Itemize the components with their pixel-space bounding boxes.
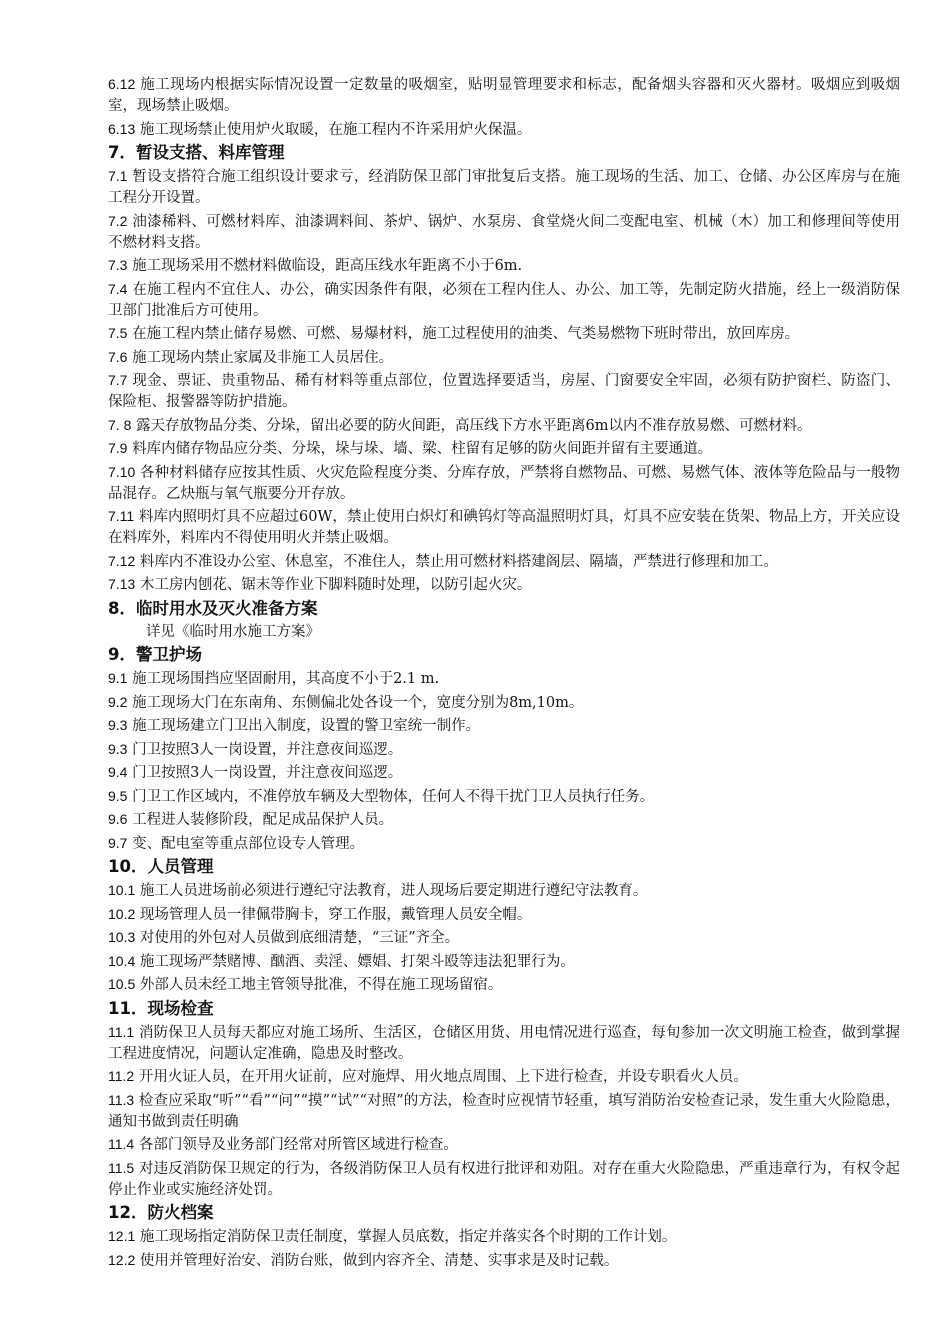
clause-paragraph xyxy=(108,119,900,141)
clause-number: 9.2 xyxy=(108,693,128,710)
clause-text: 料库内储存物品应分类、分垛，垛与垛、墙、梁、柱留有足够的防火间距并留有主要通道。 xyxy=(127,441,713,457)
clause-paragraph xyxy=(108,506,900,549)
clause-paragraph xyxy=(108,715,900,737)
clause-paragraph xyxy=(108,415,900,437)
clause-text: 施工现场指定消防保卫责任制度，掌握人员底数，指定并落实各个时期的工作计划。 xyxy=(135,1229,677,1245)
clause-text: 施工现场内根据实际情况设置一定数量的吸烟室，贴明显管理要求和标志，配备烟头容器和灭火器材。吸烟应到吸烟室，现场禁止吸烟。 xyxy=(108,77,900,114)
clause-text: 料库内照明灯具不应超过60W，禁止使用白炽灯和碘钨灯等高温照明灯具，灯具不应安装在货架、物品上方，开关应设在料库外，料库内不得使用明火并禁止吸烟。 xyxy=(108,509,900,546)
clause-paragraph xyxy=(108,1250,900,1272)
section-heading: 11．现场检查 xyxy=(108,998,214,1018)
clause-paragraph xyxy=(108,668,900,690)
clause-paragraph xyxy=(108,904,900,926)
clause-number: 7.4 xyxy=(108,280,128,297)
clause-number: 6.13 xyxy=(108,120,136,137)
clause-paragraph xyxy=(108,255,900,277)
clause-paragraph xyxy=(108,951,900,973)
clause-paragraph xyxy=(108,166,900,209)
document-body xyxy=(108,74,900,1273)
clause-paragraph xyxy=(108,323,900,345)
clause-paragraph xyxy=(108,1066,900,1088)
clause-number: 11.5 xyxy=(108,1159,135,1176)
clause-paragraph xyxy=(108,211,900,254)
clause-number: 7.7 xyxy=(108,372,128,388)
clause-text: 各部门领导及业务部门经常对所管区域进行检查。 xyxy=(134,1137,458,1153)
clause-paragraph xyxy=(108,438,900,460)
clause-paragraph xyxy=(108,347,900,369)
clause-text: 在施工程内禁止储存易燃、可燃、易爆材料，施工过程使用的油类、气类易燃物下班时带出，放回库房。 xyxy=(127,326,800,342)
clause-number: 7.9 xyxy=(108,440,128,456)
clause-paragraph xyxy=(108,739,900,761)
clause-paragraph xyxy=(108,809,900,831)
clause-number: 11.2 xyxy=(108,1068,135,1084)
clause-text: 工程进人装修阶段，配足成品保护人员。 xyxy=(127,812,394,828)
section-heading: 7．暂设支搭、料库管理 xyxy=(108,143,285,162)
clause-text: 门卫按照3人一岗设置，并注意夜间巡逻。 xyxy=(127,765,403,781)
clause-paragraph xyxy=(108,1134,900,1156)
clause-paragraph xyxy=(108,692,900,714)
clause-text: 对违反消防保卫规定的行为，各级消防保卫人员有权进行批评和劝阻。对存在重大火险隐患，严重违章行为，有权令起停止作业或实施经济处罚。 xyxy=(108,1160,900,1198)
clause-number: 9.4 xyxy=(108,764,128,780)
clause-text: 料库内不准设办公室、休息室，不准住人，禁止用可燃材料搭建阁层、隔墙，严禁进行修理和加工。 xyxy=(135,553,778,570)
clause-text: 使用并管理好治安、消防台账，做到内容齐全、清楚、实事求是及时记载。 xyxy=(135,1252,619,1269)
section-heading: 10．人员管理 xyxy=(108,857,214,876)
clause-number: 7.5 xyxy=(108,325,128,341)
clause-paragraph xyxy=(108,786,900,808)
clause-number: 10.5 xyxy=(108,976,136,992)
clause-text: 施工现场围挡应坚固耐用，其高度不小于2.1 m. xyxy=(127,671,440,687)
clause-text: 油漆稀料、可燃材料库、油漆调料间、茶炉、锅炉、水泵房、食堂烧火间二变配电室、机械（木）加工和修理间等使用不燃材料支搭。 xyxy=(108,213,900,251)
clause-text: 施工现场严禁赌博、酗酒、卖淫、嫖娼、打架斗殴等违法犯罪行为。 xyxy=(135,953,575,970)
clause-text: 对使用的外包对人员做到底细清楚，“三证”齐全。 xyxy=(135,930,460,946)
section-heading: 9．警卫护场 xyxy=(108,645,202,664)
clause-number: 10.3 xyxy=(108,929,136,945)
section-heading: 12．防火档案 xyxy=(108,1203,214,1222)
clause-number: 7.13 xyxy=(108,576,136,592)
clause-number: 12.1 xyxy=(108,1228,136,1244)
clause-text: 施工现场内禁止家属及非施工人员居住。 xyxy=(127,349,394,366)
clause-number: 12.2 xyxy=(108,1251,136,1268)
clause-paragraph xyxy=(108,370,900,413)
clause-text: 在施工程内不宜住人、办公，确实因条件有限，必须在工程内住人、办公、加工等，先制定防火措施，经上一级消防保卫部门批准后方可使用。 xyxy=(108,281,900,319)
clause-number: 9.5 xyxy=(108,787,128,804)
clause-text: 门卫按照3人一岗设置，并注意夜间巡逻。 xyxy=(127,741,403,758)
clause-paragraph xyxy=(108,551,900,573)
clause-number: 9.1 xyxy=(108,670,128,686)
clause-text: 检查应采取“听”“看”“问”“摸”“试”“对照”的方法，检查时应视情节轻重，填写消防治安检查记录，发生重大火险隐患，通知书做到责任明确 xyxy=(108,1092,900,1130)
clause-number: 9.3 xyxy=(108,740,128,757)
clause-paragraph xyxy=(108,462,900,505)
clause-text: 施工现场建立门卫出入制度，设置的警卫室统一制作。 xyxy=(127,718,481,734)
clause-text: 现场管理人员一律佩带胸卡，穿工作服，戴管理人员安全帽。 xyxy=(135,906,532,923)
clause-number: 7.10 xyxy=(108,463,136,480)
clause-paragraph xyxy=(108,574,900,596)
clause-text: 施工现场禁止使用炉火取暖，在施工程内不许采用炉火保温。 xyxy=(135,121,532,138)
clause-text: 现金、票证、贵重物品、稀有材料等重点部位，位置选择要适当，房屋、门窗要安全牢固，必须有防护窗栏、防盗门、保险柜、报警器等防护措施。 xyxy=(108,373,900,410)
clause-number: 7. 8 xyxy=(108,416,132,433)
clause-number: 7.11 xyxy=(108,508,135,524)
clause-text: 消防保卫人员每天都应对施工场所、生活区，仓储区用货、用电情况进行巡查，每旬参加一次文明施工检查，做到掌握工程进度情况，问题认定准确，隐患及时整改。 xyxy=(108,1024,900,1062)
clause-text: 暂设支搭符合施工组织设计要求亏，经消防保卫部门审批复后支搭。施工现场的生活、加工、仓储、办公区库房与在施工程分开设置。 xyxy=(108,169,900,206)
clause-number: 10.4 xyxy=(108,952,136,969)
clause-text: 施工人员进场前必须进行遵纪守法教育，进人现场后要定期进行遵纪守法教育。 xyxy=(135,883,648,899)
clause-number: 10.2 xyxy=(108,905,136,922)
clause-paragraph xyxy=(108,1090,900,1133)
clause-number: 9.7 xyxy=(108,834,128,851)
clause-text: 门卫工作区域内，不准停放车辆及大型物体，任何人不得干扰门卫人员执行任务。 xyxy=(127,788,655,805)
section-heading: 8．临时用水及灭火准备方案 xyxy=(108,598,318,618)
clause-number: 11.4 xyxy=(108,1136,135,1152)
clause-text: 木工房内刨花、锯末等作业下脚料随时处理，以防引起火灾。 xyxy=(135,577,532,593)
clause-number: 7.6 xyxy=(108,348,128,365)
clause-text: 施工现场大门在东南角、东侧偏北处各设一个，宽度分别为8m,10m。 xyxy=(127,694,584,711)
clause-number: 11.1 xyxy=(108,1023,135,1040)
clause-paragraph xyxy=(108,1022,900,1065)
clause-number: 9.6 xyxy=(108,811,128,827)
clause-paragraph xyxy=(108,1158,900,1201)
clause-paragraph xyxy=(108,74,900,117)
clause-text: 露天存放物品分类、分垛，留出必要的防火间距，高压线下方水平距离6m以内不准存放易燃、可燃材料。 xyxy=(131,417,812,434)
clause-number: 10.1 xyxy=(108,882,136,898)
clause-text: 外部人员未经工地主管领导批准，不得在施工现场留宿。 xyxy=(135,977,503,993)
clause-number: 11.3 xyxy=(108,1091,135,1108)
clause-number: 7.12 xyxy=(108,552,136,569)
paragraph: 详见《临时用水施工方案》 xyxy=(146,623,320,640)
clause-number: 7.3 xyxy=(108,257,128,273)
clause-number: 7.1 xyxy=(108,168,128,184)
clause-paragraph xyxy=(108,833,900,855)
clause-number: 9.3 xyxy=(108,717,128,733)
clause-text: 变、配电室等重点部位设专人管理。 xyxy=(127,835,365,852)
clause-text: 各种材料储存应按其性质、火灾危险程度分类、分库存放，严禁将自燃物品、可燃、易燃气体、液体等危险品与一般物品混存。乙炔瓶与氧气瓶要分开存放。 xyxy=(108,464,900,502)
clause-paragraph xyxy=(108,974,900,996)
clause-number: 6.12 xyxy=(108,76,136,92)
clause-paragraph xyxy=(108,880,900,902)
clause-paragraph xyxy=(108,1226,900,1248)
clause-text: 开用火证人员，在开用火证前，应对施焊、用火地点周围、上下进行检查，并设专职看火人员。 xyxy=(134,1069,748,1085)
clause-number: 7.2 xyxy=(108,212,128,229)
clause-paragraph xyxy=(108,279,900,322)
clause-paragraph xyxy=(108,762,900,784)
clause-text: 施工现场采用不燃材料做临设，距高压线水年距离不小于6m. xyxy=(127,258,523,274)
clause-paragraph xyxy=(108,927,900,949)
